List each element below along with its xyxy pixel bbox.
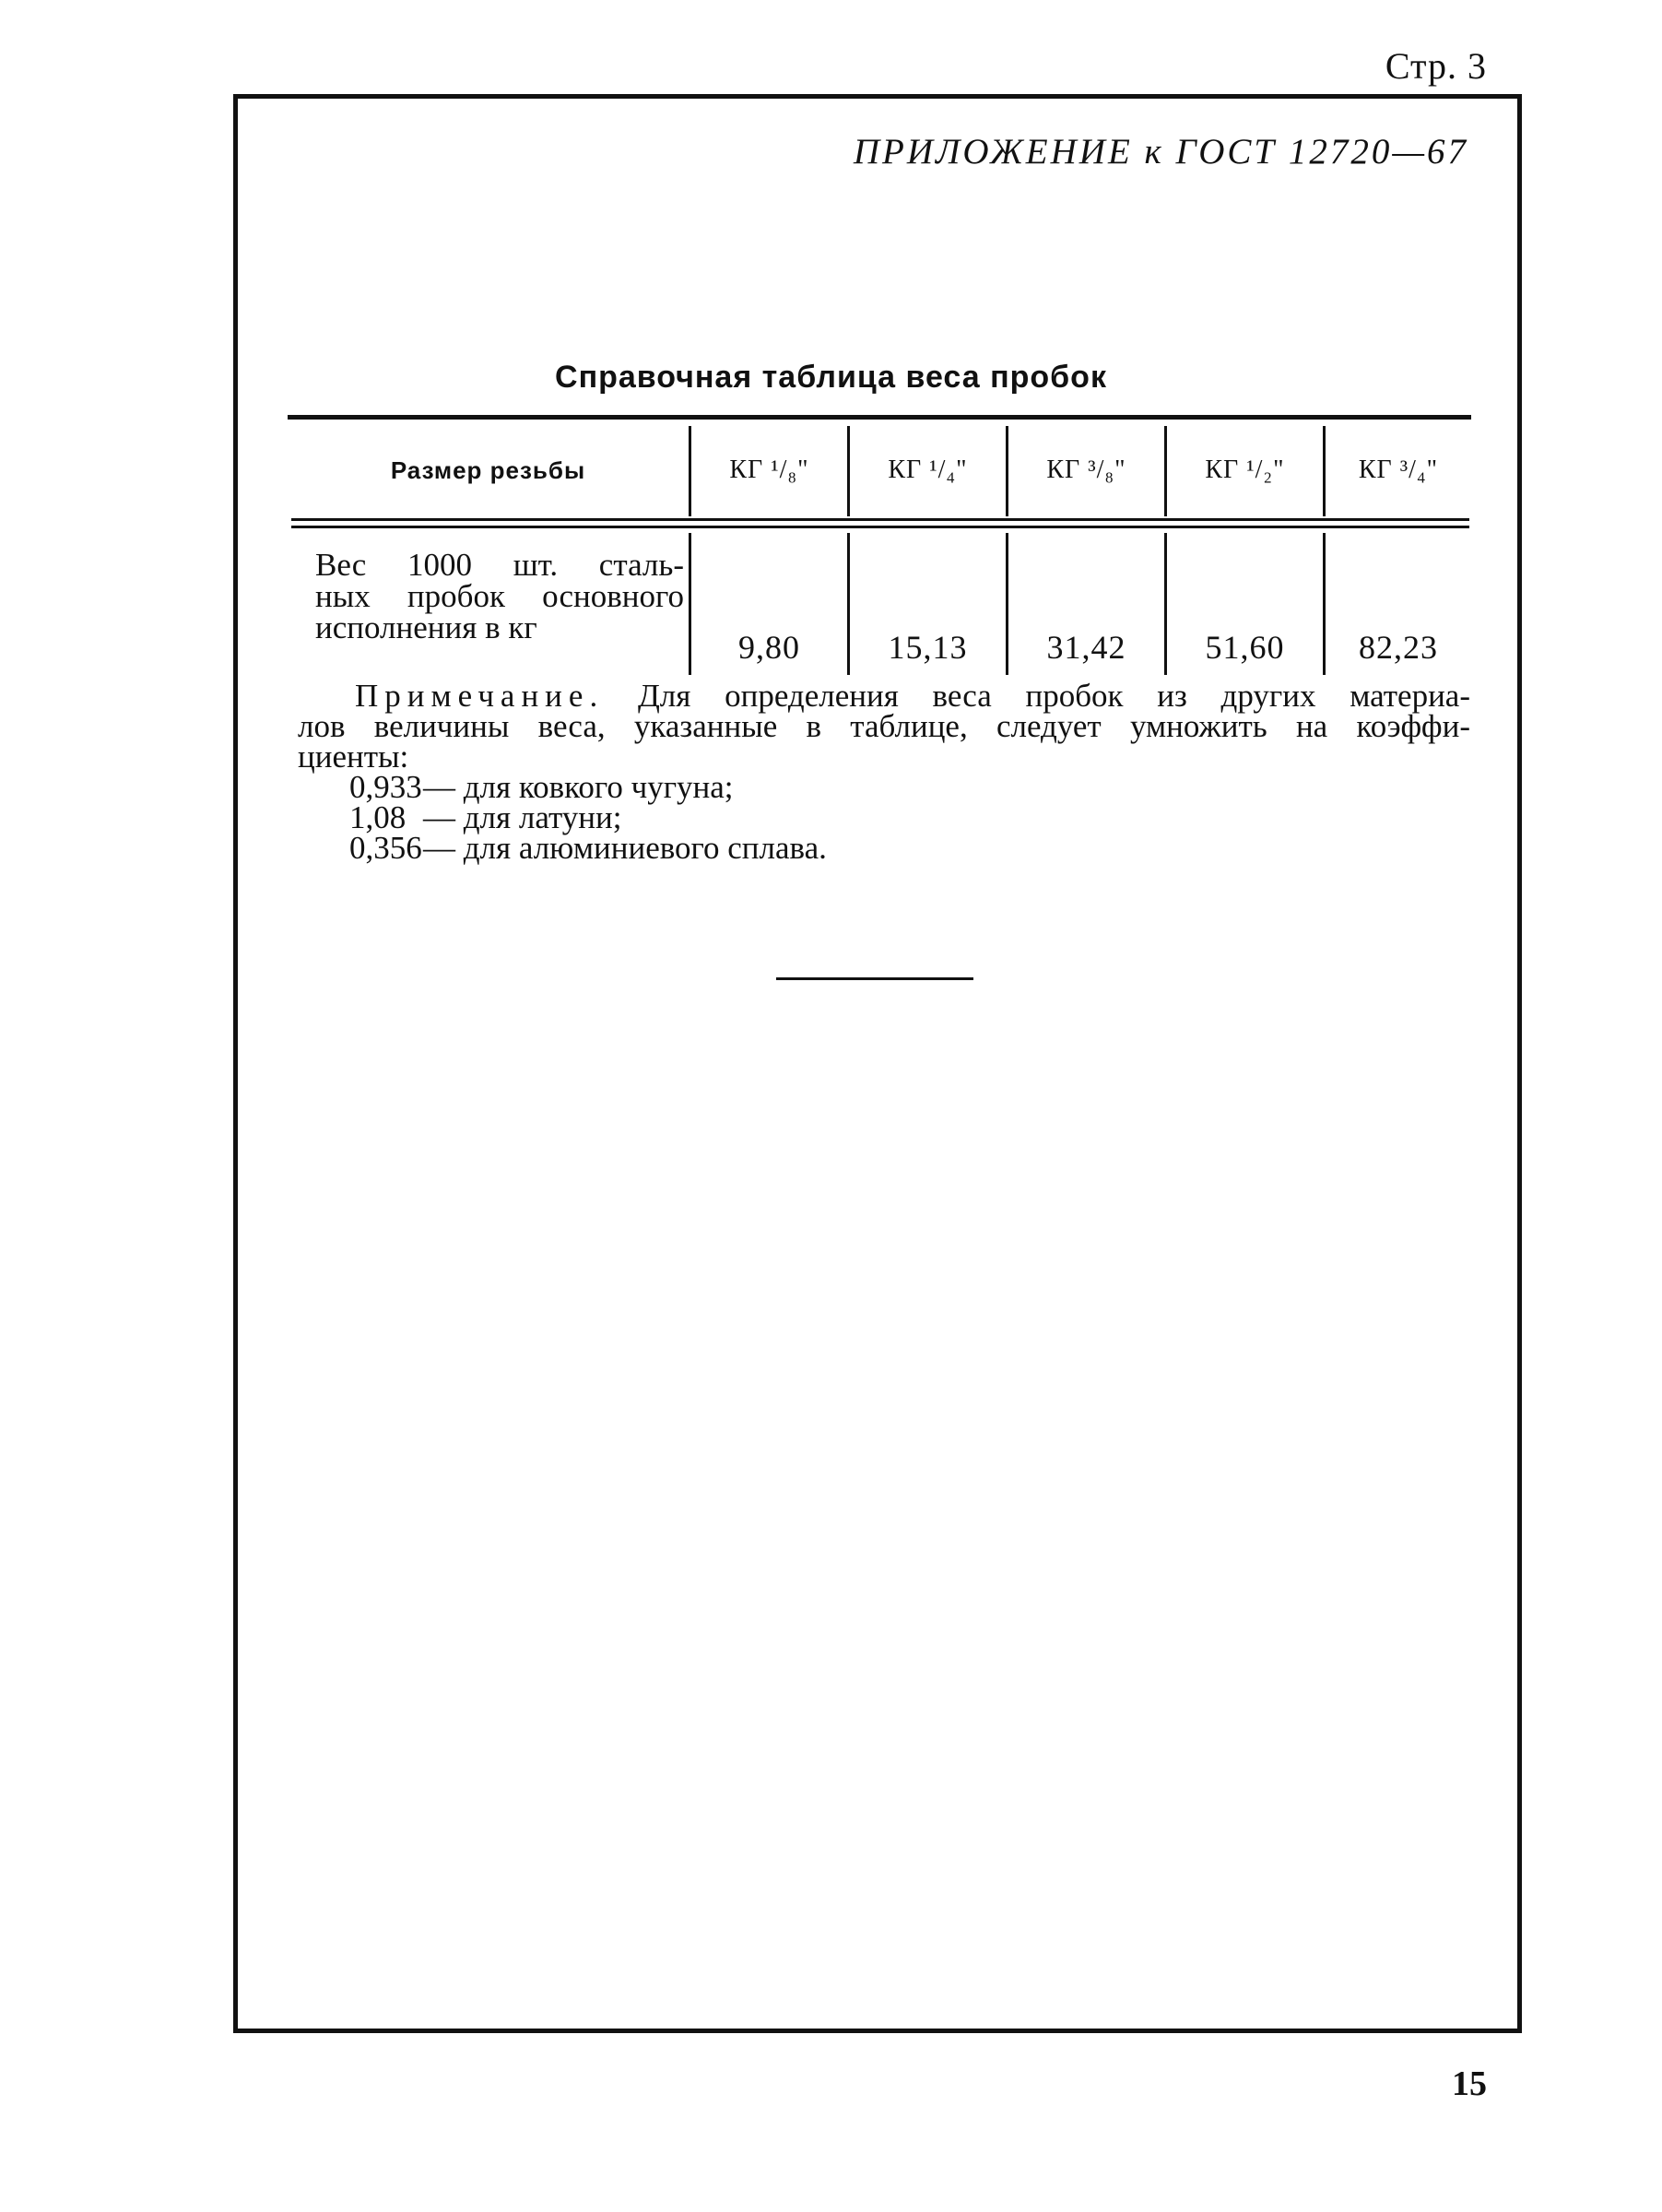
coefficient-value: 0,933	[349, 769, 422, 805]
value-cell: 82,23	[1359, 629, 1438, 666]
table-header-rule	[291, 518, 1469, 521]
table-header-rule-double	[291, 526, 1469, 528]
coefficient-value: 0,356	[349, 830, 422, 866]
coefficient-value: 1,08	[349, 799, 407, 835]
page-label: Стр. 3	[1385, 45, 1487, 87]
value-cell: 9,80	[738, 629, 800, 666]
value-cell: 31,42	[1046, 629, 1126, 666]
header-thread-size: Размер резьбы	[390, 455, 586, 484]
row-label-line: ных пробок основного	[315, 578, 684, 614]
note-line: Для определения веса пробок из других материа-	[637, 678, 1470, 714]
table-title: Справочная таблица веса пробок	[555, 360, 1107, 395]
header-size: КГ ¹/₈"	[729, 455, 809, 484]
header-size: КГ ¹/₄"	[888, 455, 968, 484]
coefficient-text: — для алюминиевого сплава.	[423, 830, 827, 866]
row-label-line: Вес 1000 шт. сталь-	[315, 547, 684, 583]
table-top-rule	[288, 415, 1471, 420]
note-line: циенты:	[298, 739, 409, 775]
coefficient-list	[349, 769, 1470, 866]
note-paragraph	[298, 678, 1470, 714]
list-item	[349, 799, 1470, 835]
coefficient-text: — для ковкого чугуна;	[423, 769, 734, 805]
frame-top-rule	[233, 94, 1522, 99]
header-size: КГ ³/₈"	[1046, 455, 1126, 484]
row-label	[315, 547, 684, 645]
list-item	[349, 769, 1470, 805]
weight-table	[288, 415, 1471, 675]
note-line: лов величины веса, указанные в таблице, следует умножить на коэффи-	[298, 708, 1470, 744]
coefficient-text: — для латуни;	[423, 799, 622, 835]
note-block	[298, 678, 1470, 866]
list-item	[349, 830, 1470, 866]
header-size: КГ ³/₄"	[1358, 455, 1439, 484]
header-size: КГ ¹/₂"	[1205, 455, 1285, 484]
value-cell: 51,60	[1205, 629, 1285, 666]
row-label-line: исполнения в кг	[315, 609, 537, 645]
note-lead: Примечание.	[355, 678, 605, 714]
end-divider	[776, 977, 973, 980]
frame-bottom-rule	[233, 2029, 1522, 2033]
page-number: 15	[1452, 2064, 1487, 2103]
value-cell: 15,13	[888, 629, 968, 666]
appendix-title: ПРИЛОЖЕНИЕ к ГОСТ 12720—67	[853, 132, 1468, 172]
